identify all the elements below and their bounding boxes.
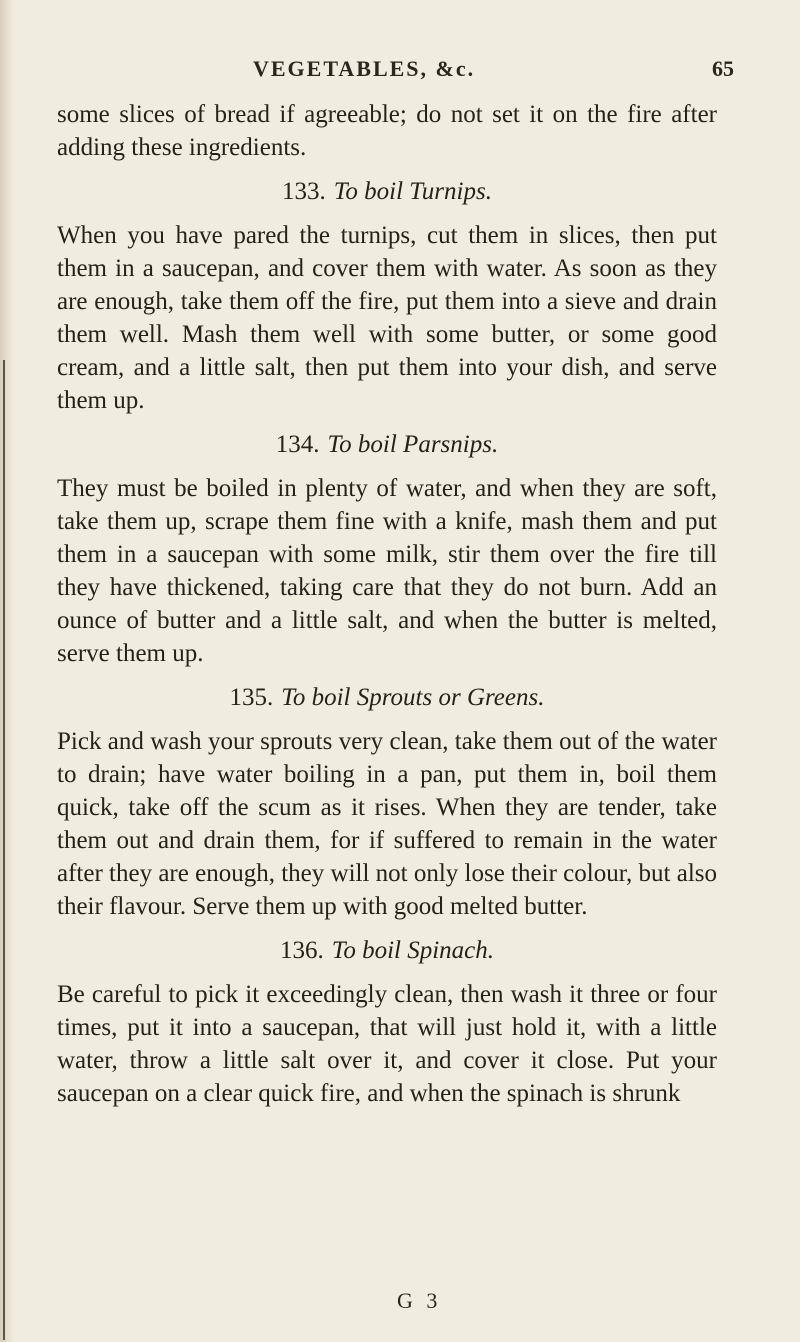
- running-title: VEGETABLES, &c.: [253, 56, 476, 81]
- recipe-body-134: They must be boiled in plenty of water, and when they are soft, take them up, scrape them fine with a knife, mash them and put them in a saucepan with some milk, stir them over the fire till they have thickened, taking care that they do not burn. Add an ounce of butter and a little salt, and when the butter is melted, serve them up.: [57, 475, 717, 667]
- running-head: [0, 56, 800, 96]
- recipe-title: To boil Sprouts or Greens.: [281, 684, 545, 711]
- page-number: 65: [712, 56, 734, 81]
- recipe-number: 136.: [279, 937, 324, 964]
- recipe-heading-136: [57, 934, 717, 967]
- opening-paragraph: some slices of bread if agreeable; do not set it on the fire after adding these ingredients.: [57, 101, 717, 161]
- recipe-body-136: Be careful to pick it exceedingly clean, then wash it three or four times, put it into a saucepan, that will just hold it, with a little water, throw a little salt over it, and cover it close. Put your saucepan on a clear quick fire, and when the spinach is shrunk: [57, 981, 717, 1107]
- text-block: [57, 98, 717, 1110]
- recipe-heading-133: [57, 175, 717, 208]
- recipe-number: 135.: [229, 684, 274, 711]
- recipe-body-135: Pick and wash your sprouts very clean, take them out of the water to drain; have water boiling in a pan, put them in, boil them quick, take off the scum as it rises. When they are tender, take them out and drain them, for if suffered to remain in the water after they are enough, they will not only lose their colour, but also their flavour. Serve them up with good melted butter.: [57, 728, 717, 920]
- signature-mark: G 3: [397, 1288, 442, 1313]
- recipe-heading-134: [57, 428, 717, 461]
- recipe-body-133: When you have pared the turnips, cut them in slices, then put them in a saucepan, and cover them with water. As soon as they are enough, take them off the fire, put them into a sieve and drain them well. Mash them well with some butter, or some good cream, and a little salt, then put them into your dish, and serve them up.: [57, 222, 717, 414]
- recipe-number: 133.: [282, 178, 326, 205]
- binding-edge-line: [3, 360, 5, 1340]
- recipe-number: 134.: [275, 431, 320, 458]
- recipe-title: To boil Parsnips.: [327, 431, 499, 458]
- recipe-heading-135: [57, 681, 717, 714]
- recipe-title: To boil Spinach.: [331, 937, 495, 964]
- recipe-title: To boil Turnips.: [333, 178, 492, 205]
